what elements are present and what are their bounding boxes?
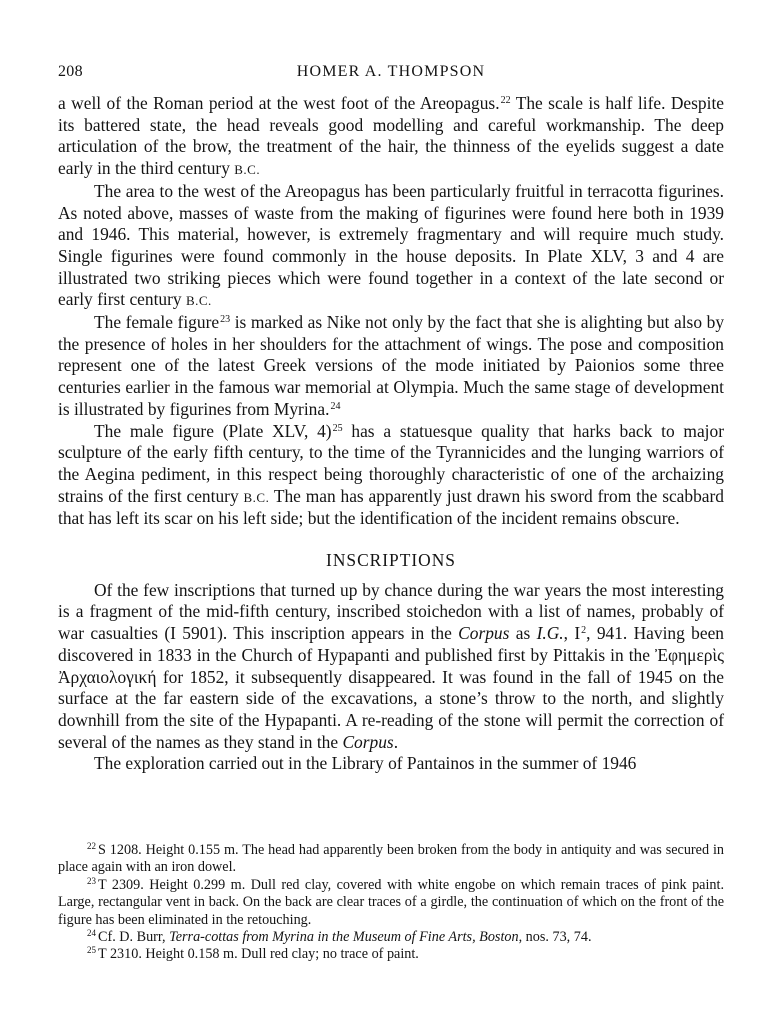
paragraph-4: The male figure (Plate XLV, 4)$^{25}$ has a statuesque quality that harks back to major sculpture of the early fifth century, to the time of the Tyrannicides and the lunging warriors of the Aegina pediment, in this respect being thoroughly characteristic of one of the archaizing strains of the first century B.C. The man has apparently just drawn his sword from the scabbard that has left its scar on his left side; but the identification of the incident remains obscure. <box>58 420 724 529</box>
footnote-ref-24[interactable]: 24 <box>330 400 341 412</box>
paragraph-5: Of the few inscriptions that turned up by chance during the war years the most interesting is a fragment of the mid-fifth century, inscribed stoichedon with a list of names, probably of war casualties (I 5901). This inscription appears in the Corpus as I.G., $I^2$, 941. Having been discovered in 1833 in the Church of Hypapanti and published first by Pittakis in the Ἐφημερὶς Ἀρχαιολογική for 1852, it subsequently disappeared. It was found in the fall of 1945 on the surface at the far eastern side of the excavations, a stone’s throw to the north, and slightly downhill from the site of the Hypapanti. A re-reading of the stone will permit the correction of several of the names as they stand in the Corpus. <box>58 579 724 752</box>
paragraph-3: The female figure$^{23}$ is marked as Nike not only by the fact that she is alighting but also by the presence of holes in her shoulders for the attachment of wings. The pose and composition represent one of the latest Greek versions of the mode initiated by Paionios some three centuries earlier in the famous war memorial at Olympia. Much the same stage of development is illustrated by figurines from Myrina.$^{24}$ <box>58 312 725 419</box>
greek-title: Ἐφημερὶς Ἀρχαιολογική <box>58 644 724 687</box>
paragraph-2: The area to the west of the Areopagus has been particularly fruitful in terracotta figurines. As noted above, masses of waste from the making of figurines were found here both in 1939 and 1946. This material, however, is extremely fragmentary and will require much study. Single figurines were found commonly in the house deposits. In Plate XLV, 3 and 4 are illustrated two striking pieces which were found together in a context of the late second or early first century B.C. <box>58 180 724 310</box>
footnote-24: $^{24}$ Cf. D. Burr, Terra-cottas from Myrina in the Museum of Fine Arts, Boston, nos. 73, 74. <box>87 928 592 946</box>
running-title: HOMER A. THOMPSON <box>296 63 486 80</box>
footnote-ref-22[interactable]: 22 <box>500 95 511 106</box>
footnote-22: $^{22}$ S 1208. Height 0.155 m. The head had apparently been broken from the body in antiquity and was secured in place again with an iron dowel. <box>58 841 724 876</box>
footnote-ref-25[interactable]: 25 <box>332 422 343 434</box>
footnotes <box>58 842 724 964</box>
footnote-ref-23[interactable]: 23 <box>220 314 231 326</box>
section-heading: INSCRIPTIONS <box>326 550 456 571</box>
paragraph-6: The exploration carried out in the Library of Pantainos in the summer of 1946 <box>94 753 637 774</box>
footnote-25: $^{25}$ T 2310. Height 0.158 m. Dull red clay; no trace of paint. <box>87 945 419 963</box>
footnote-23: $^{23}$ T 2309. Height 0.299 m. Dull red clay, covered with white engobe on which remain traces of pink paint. Large, rectangular vent in back. On the back are clear traces of a girdle, the continuation of which on the front of the figure has been eliminated in the retouching. <box>58 875 724 928</box>
page-number: 208 <box>58 63 83 80</box>
paragraph-1: a well of the Roman period at the west foot of the Areopagus.$^{22}$ The scale is half life. Despite its battered state, the head reveals good modelling and careful workmanship. The deep articulation of the brow, the treatment of the hair, the thinness of the eyelids suggest a date early in the third century B.C. <box>58 93 724 179</box>
body-text <box>58 93 724 775</box>
